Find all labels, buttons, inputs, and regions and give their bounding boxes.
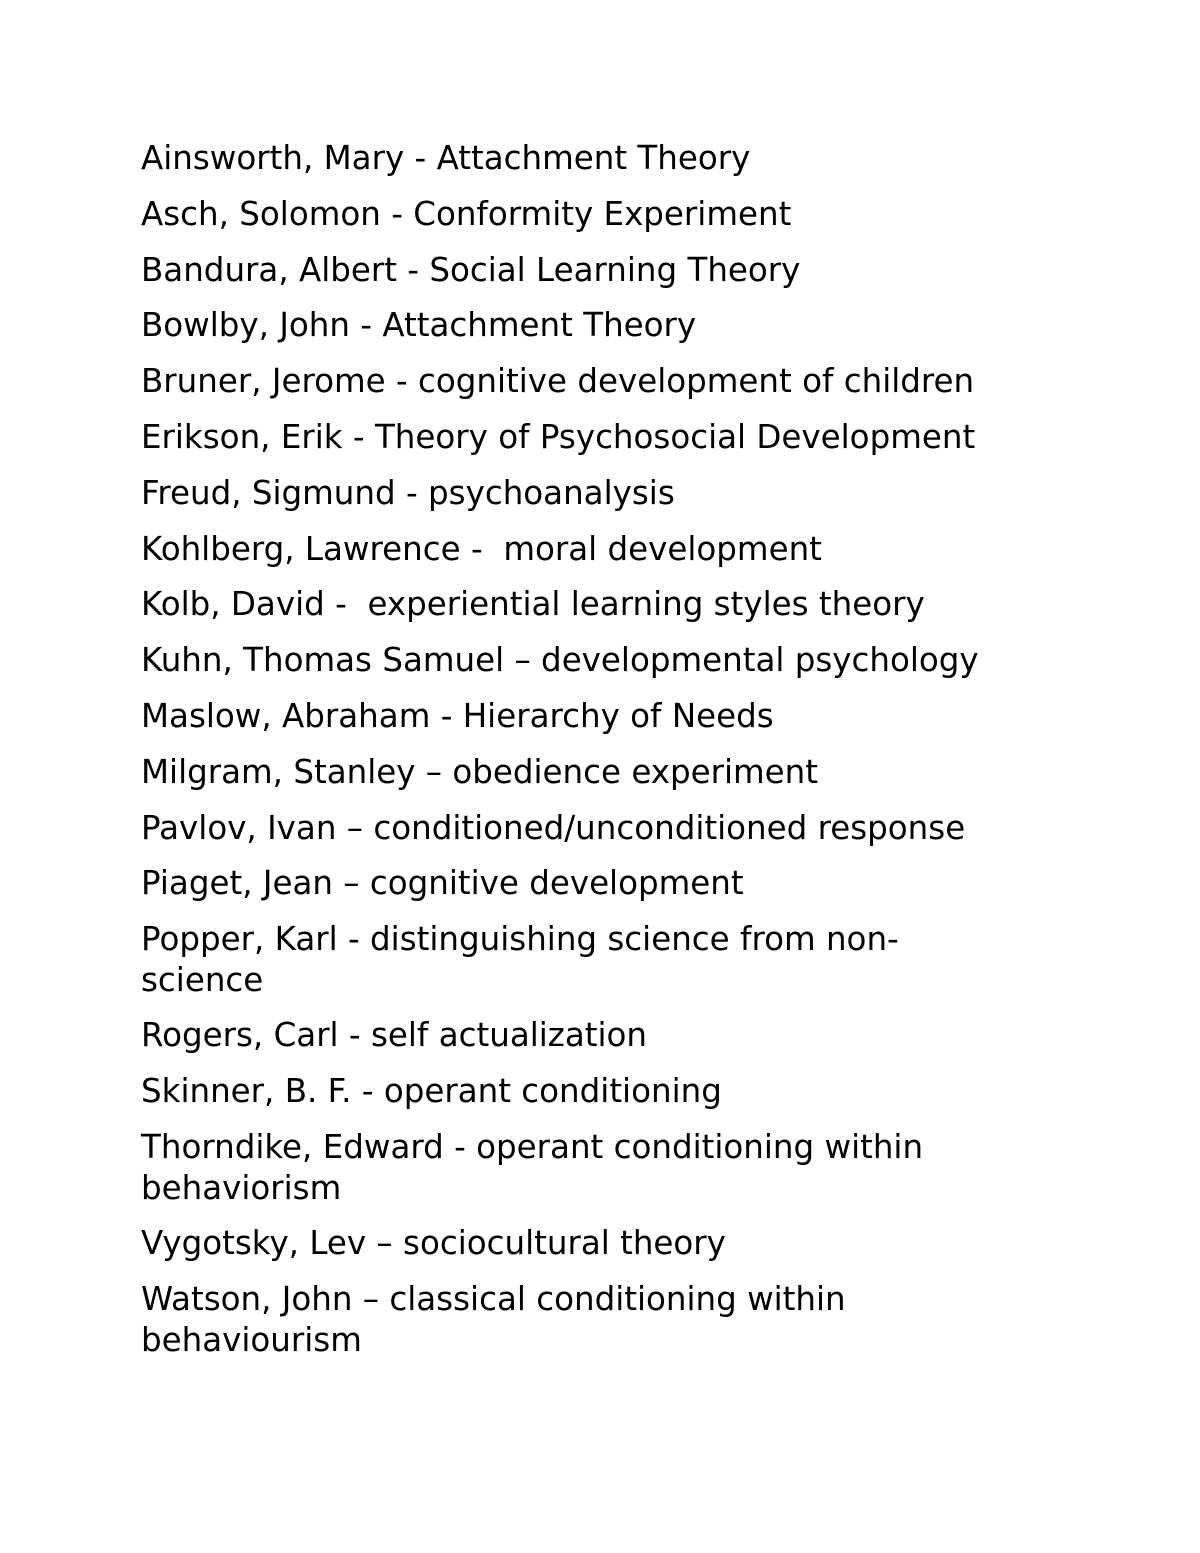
list-item: Asch, Solomon - Conformity Experiment bbox=[141, 194, 792, 233]
list-item: Skinner, B. F. - operant conditioning bbox=[141, 1072, 722, 1111]
list-item: Pavlov, Ivan – conditioned/unconditioned response bbox=[141, 808, 966, 847]
list-item: Ainsworth, Mary - Attachment Theory bbox=[141, 139, 751, 177]
list-item: Piaget, Jean – cognitive development bbox=[141, 864, 744, 903]
list-item: Milgram, Stanley – obedience experiment bbox=[141, 752, 819, 791]
list-item: Freud, Sigmund - psychoanalysis bbox=[141, 473, 675, 512]
list-item: Maslow, Abraham - Hierarchy of Needs bbox=[141, 696, 774, 735]
list-item: Popper, Karl - distinguishing science from non- science bbox=[141, 920, 899, 999]
list-item: Kuhn, Thomas Samuel – developmental psychology bbox=[141, 641, 979, 680]
list-item: Rogers, Carl - self actualization bbox=[141, 1016, 648, 1055]
psychologist-list bbox=[141, 138, 1061, 1375]
list-item: Bowlby, John - Attachment Theory bbox=[141, 306, 697, 345]
list-item: Thorndike, Edward - operant conditioning within behaviorism bbox=[141, 1128, 924, 1207]
list-item: Vygotsky, Lev – sociocultural theory bbox=[141, 1224, 726, 1263]
list-item: Bruner, Jerome - cognitive development of children bbox=[141, 362, 975, 401]
list-item: Kohlberg, Lawrence - moral development bbox=[141, 529, 822, 568]
list-item: Watson, John – classical conditioning within behaviourism bbox=[141, 1280, 846, 1359]
list-item: Bandura, Albert - Social Learning Theory bbox=[141, 250, 801, 289]
list-item: Erikson, Erik - Theory of Psychosocial Development bbox=[141, 417, 976, 456]
list-item: Kolb, David - experiential learning styles theory bbox=[141, 585, 925, 624]
